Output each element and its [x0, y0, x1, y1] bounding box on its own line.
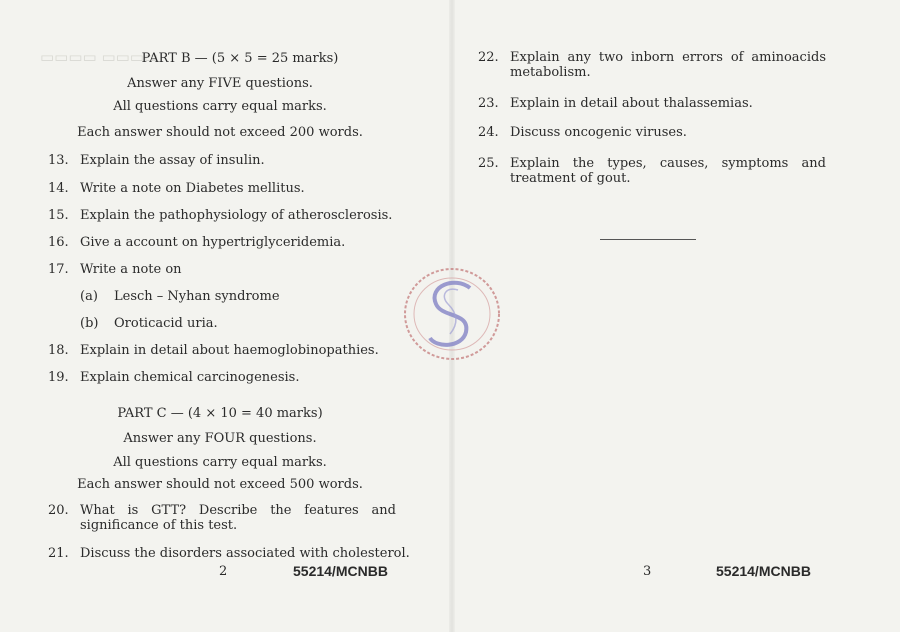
- part-b-instruction-1: Answer any FIVE questions.: [127, 76, 313, 91]
- question-number: 23.: [478, 96, 499, 111]
- question-text: Write a note on Diabetes mellitus.: [80, 181, 305, 196]
- question-text: Give a account on hypertriglyceridemia.: [80, 235, 346, 250]
- part-c-instruction-1: Answer any FOUR questions.: [123, 431, 317, 446]
- question-number: 15.: [48, 208, 69, 223]
- question-number: 14.: [48, 181, 69, 196]
- part-b-heading: PART B — (5 × 5 = 25 marks): [141, 51, 339, 66]
- sub-question-text: Oroticacid uria.: [114, 316, 218, 331]
- page-number: 2: [219, 564, 228, 579]
- question-number: 19.: [48, 370, 69, 385]
- university-seal-watermark: [400, 264, 504, 364]
- question-text: Explain any two inborn errors of aminoacids metabolism.: [510, 50, 826, 80]
- question-number: 16.: [48, 235, 69, 250]
- sub-question-text: Lesch – Nyhan syndrome: [114, 289, 280, 304]
- question-number: 24.: [478, 125, 499, 140]
- question-number: 13.: [48, 153, 69, 168]
- part-c-instruction-2: All questions carry equal marks.: [113, 455, 327, 470]
- sub-question-label: (a): [80, 289, 98, 304]
- question-text: What is GTT? Describe the features and significance of this test.: [80, 503, 396, 533]
- question-text: Explain chemical carcinogenesis.: [80, 370, 300, 385]
- question-text: Explain the types, causes, symptoms and treatment of gout.: [510, 156, 826, 186]
- paper-code: 55214/MCNBB: [293, 563, 388, 579]
- question-text: Explain the assay of insulin.: [80, 153, 265, 168]
- question-text: Explain in detail about thalassemias.: [510, 96, 753, 111]
- question-number: 22.: [478, 50, 499, 65]
- question-text: Explain the pathophysiology of atherosclerosis.: [80, 208, 393, 223]
- question-text: Discuss the disorders associated with cholesterol.: [80, 546, 410, 561]
- end-rule: [600, 239, 696, 240]
- part-c-instruction-3: Each answer should not exceed 500 words.: [77, 477, 363, 492]
- bleed-through-text: ▭▭▭▭ ▭▭▭▭: [40, 48, 159, 66]
- question-text: Explain in detail about haemoglobinopathies.: [80, 343, 379, 358]
- paper-code: 55214/MCNBB: [716, 563, 811, 579]
- question-number: 20.: [48, 503, 69, 518]
- part-b-instruction-3: Each answer should not exceed 200 words.: [77, 125, 363, 140]
- question-number: 18.: [48, 343, 69, 358]
- page-number: 3: [643, 564, 652, 579]
- question-text: Discuss oncogenic viruses.: [510, 125, 687, 140]
- question-number: 17.: [48, 262, 69, 277]
- question-number: 21.: [48, 546, 69, 561]
- question-number: 25.: [478, 156, 499, 171]
- part-c-heading: PART C — (4 × 10 = 40 marks): [117, 406, 323, 421]
- question-text: Write a note on: [80, 262, 182, 277]
- sub-question-label: (b): [80, 316, 99, 331]
- part-b-instruction-2: All questions carry equal marks.: [113, 99, 327, 114]
